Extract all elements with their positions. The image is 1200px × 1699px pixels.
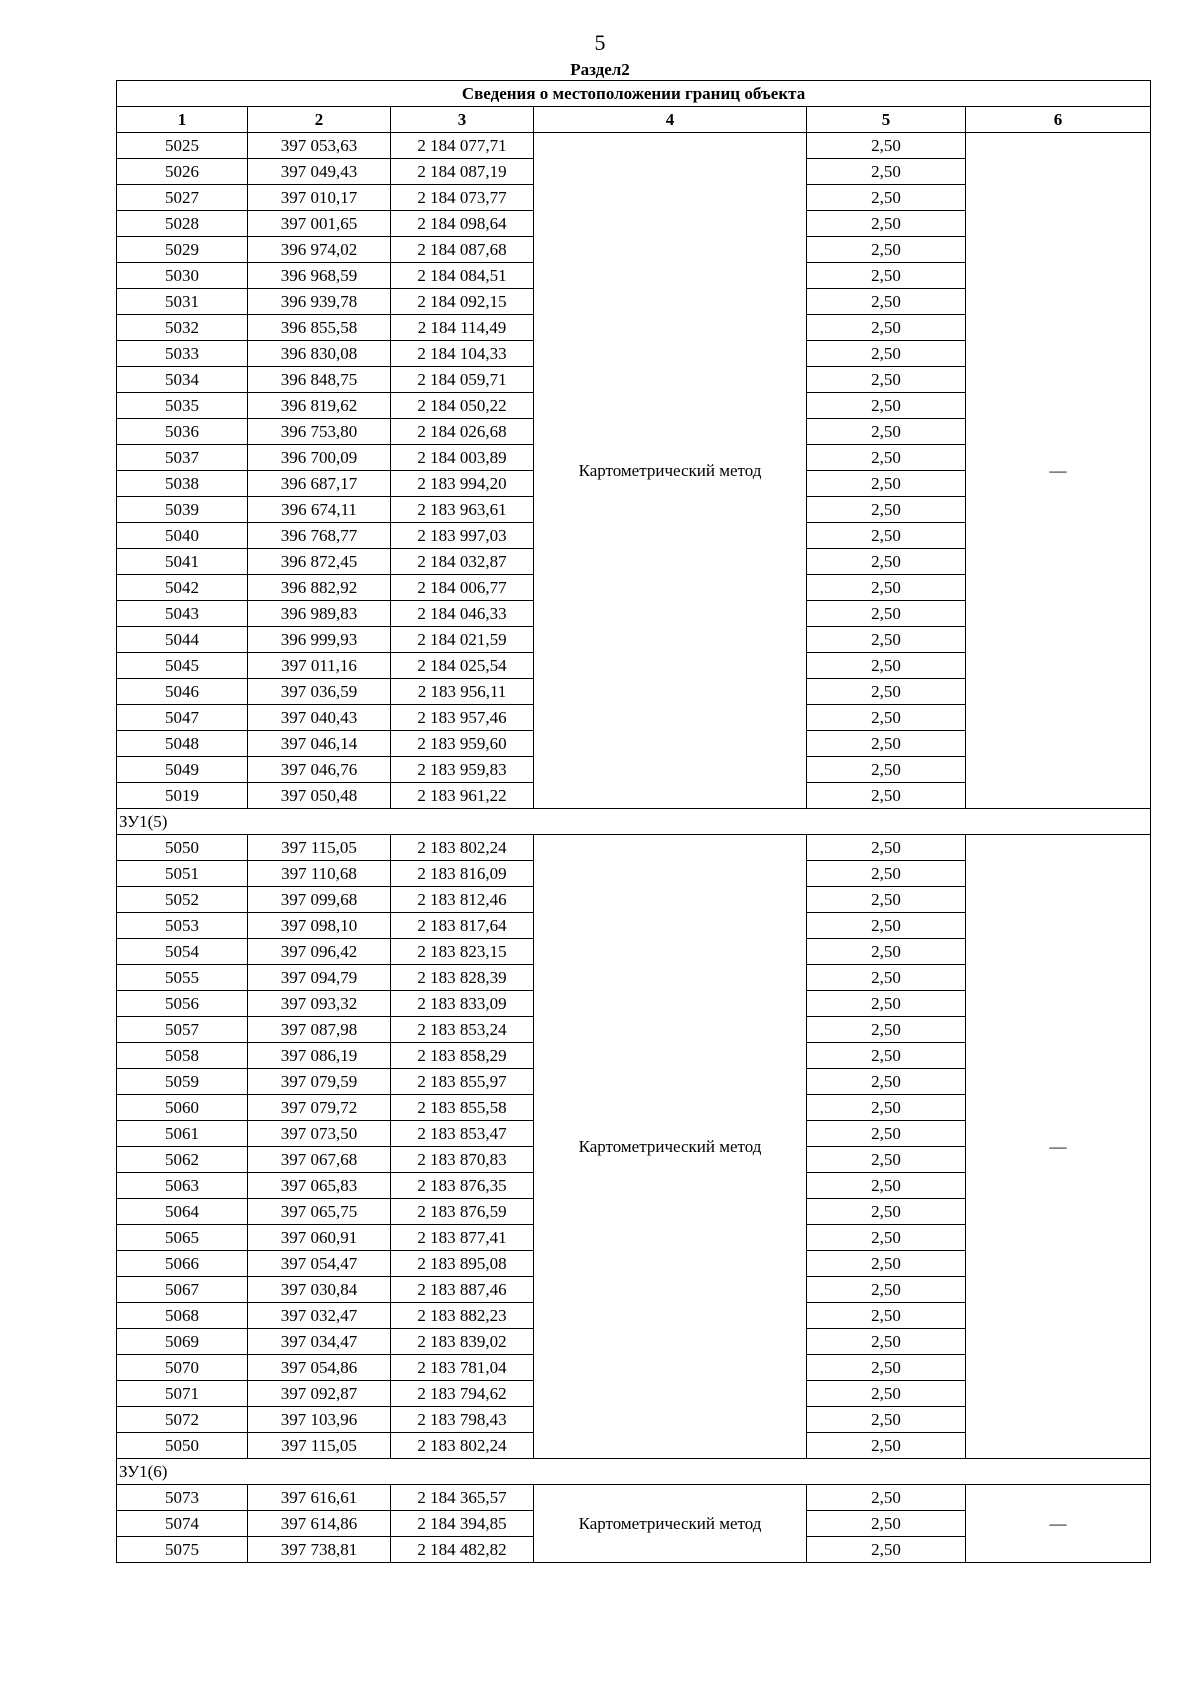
column-header-2: 2 xyxy=(248,107,391,133)
coord-y: 2 184 087,19 xyxy=(391,159,534,185)
accuracy-value: 2,50 xyxy=(807,471,966,497)
point-number: 5064 xyxy=(117,1199,248,1225)
coord-y: 2 183 994,20 xyxy=(391,471,534,497)
coord-x: 397 030,84 xyxy=(248,1277,391,1303)
accuracy-value: 2,50 xyxy=(807,419,966,445)
accuracy-value: 2,50 xyxy=(807,497,966,523)
coord-y: 2 184 084,51 xyxy=(391,263,534,289)
coord-y: 2 183 812,46 xyxy=(391,887,534,913)
coord-y: 2 184 077,71 xyxy=(391,133,534,159)
coord-y: 2 183 876,59 xyxy=(391,1199,534,1225)
coord-x: 397 086,19 xyxy=(248,1043,391,1069)
coord-x: 397 054,86 xyxy=(248,1355,391,1381)
coord-y: 2 183 823,15 xyxy=(391,939,534,965)
coord-y: 2 183 959,83 xyxy=(391,757,534,783)
coord-x: 397 067,68 xyxy=(248,1147,391,1173)
coord-y: 2 184 006,77 xyxy=(391,575,534,601)
coord-x: 397 032,47 xyxy=(248,1303,391,1329)
note-cell: — xyxy=(966,1485,1151,1563)
point-number: 5034 xyxy=(117,367,248,393)
coord-x: 397 046,14 xyxy=(248,731,391,757)
point-number: 5045 xyxy=(117,653,248,679)
coord-y: 2 183 833,09 xyxy=(391,991,534,1017)
point-number: 5040 xyxy=(117,523,248,549)
coord-y: 2 184 021,59 xyxy=(391,627,534,653)
coord-x: 396 848,75 xyxy=(248,367,391,393)
point-number: 5052 xyxy=(117,887,248,913)
point-number: 5074 xyxy=(117,1511,248,1537)
point-number: 5050 xyxy=(117,835,248,861)
table-row xyxy=(117,1485,1151,1511)
point-number: 5068 xyxy=(117,1303,248,1329)
accuracy-value: 2,50 xyxy=(807,1121,966,1147)
accuracy-value: 2,50 xyxy=(807,393,966,419)
coord-x: 396 968,59 xyxy=(248,263,391,289)
coord-y: 2 184 114,49 xyxy=(391,315,534,341)
method-cell: Картометрический метод xyxy=(534,835,807,1459)
accuracy-value: 2,50 xyxy=(807,1199,966,1225)
accuracy-value: 2,50 xyxy=(807,1381,966,1407)
coord-y: 2 183 855,58 xyxy=(391,1095,534,1121)
coord-y: 2 183 895,08 xyxy=(391,1251,534,1277)
coord-y: 2 183 802,24 xyxy=(391,835,534,861)
point-number: 5065 xyxy=(117,1225,248,1251)
accuracy-value: 2,50 xyxy=(807,653,966,679)
coord-x: 396 855,58 xyxy=(248,315,391,341)
coord-x: 397 079,72 xyxy=(248,1095,391,1121)
point-number: 5057 xyxy=(117,1017,248,1043)
accuracy-value: 2,50 xyxy=(807,367,966,393)
coord-y: 2 183 798,43 xyxy=(391,1407,534,1433)
column-header-1: 1 xyxy=(117,107,248,133)
accuracy-value: 2,50 xyxy=(807,627,966,653)
coord-x: 397 054,47 xyxy=(248,1251,391,1277)
point-number: 5048 xyxy=(117,731,248,757)
coord-y: 2 183 963,61 xyxy=(391,497,534,523)
point-number: 5073 xyxy=(117,1485,248,1511)
point-number: 5060 xyxy=(117,1095,248,1121)
point-number: 5056 xyxy=(117,991,248,1017)
coord-y: 2 184 365,57 xyxy=(391,1485,534,1511)
section-title: Раздел2 xyxy=(570,60,630,79)
accuracy-value: 2,50 xyxy=(807,211,966,237)
accuracy-value: 2,50 xyxy=(807,861,966,887)
point-number: 5046 xyxy=(117,679,248,705)
accuracy-value: 2,50 xyxy=(807,1225,966,1251)
point-number: 5054 xyxy=(117,939,248,965)
coord-y: 2 183 887,46 xyxy=(391,1277,534,1303)
point-number: 5047 xyxy=(117,705,248,731)
coord-x: 397 046,76 xyxy=(248,757,391,783)
point-number: 5030 xyxy=(117,263,248,289)
coord-x: 397 099,68 xyxy=(248,887,391,913)
column-header-5: 5 xyxy=(807,107,966,133)
coord-y: 2 183 839,02 xyxy=(391,1329,534,1355)
coord-y: 2 183 959,60 xyxy=(391,731,534,757)
coord-y: 2 183 877,41 xyxy=(391,1225,534,1251)
point-number: 5050 xyxy=(117,1433,248,1459)
coord-x: 397 087,98 xyxy=(248,1017,391,1043)
coord-x: 397 060,91 xyxy=(248,1225,391,1251)
note-cell: — xyxy=(966,133,1151,809)
coord-x: 397 065,83 xyxy=(248,1173,391,1199)
point-number: 5075 xyxy=(117,1537,248,1563)
coord-y: 2 183 961,22 xyxy=(391,783,534,809)
point-number: 5029 xyxy=(117,237,248,263)
coord-x: 397 001,65 xyxy=(248,211,391,237)
coord-x: 397 103,96 xyxy=(248,1407,391,1433)
point-number: 5055 xyxy=(117,965,248,991)
coord-y: 2 183 816,09 xyxy=(391,861,534,887)
point-number: 5025 xyxy=(117,133,248,159)
coord-x: 396 819,62 xyxy=(248,393,391,419)
coord-y: 2 183 882,23 xyxy=(391,1303,534,1329)
coord-x: 397 040,43 xyxy=(248,705,391,731)
coord-x: 397 614,86 xyxy=(248,1511,391,1537)
accuracy-value: 2,50 xyxy=(807,523,966,549)
coord-y: 2 184 482,82 xyxy=(391,1537,534,1563)
point-number: 5019 xyxy=(117,783,248,809)
point-number: 5066 xyxy=(117,1251,248,1277)
accuracy-value: 2,50 xyxy=(807,1069,966,1095)
accuracy-value: 2,50 xyxy=(807,1173,966,1199)
coord-x: 397 093,32 xyxy=(248,991,391,1017)
accuracy-value: 2,50 xyxy=(807,1433,966,1459)
coord-x: 397 096,42 xyxy=(248,939,391,965)
accuracy-value: 2,50 xyxy=(807,315,966,341)
point-number: 5072 xyxy=(117,1407,248,1433)
accuracy-value: 2,50 xyxy=(807,1277,966,1303)
point-number: 5039 xyxy=(117,497,248,523)
accuracy-value: 2,50 xyxy=(807,913,966,939)
point-number: 5044 xyxy=(117,627,248,653)
accuracy-value: 2,50 xyxy=(807,289,966,315)
accuracy-value: 2,50 xyxy=(807,1537,966,1563)
coord-x: 397 738,81 xyxy=(248,1537,391,1563)
column-header-6: 6 xyxy=(966,107,1151,133)
coord-x: 396 753,80 xyxy=(248,419,391,445)
accuracy-value: 2,50 xyxy=(807,1485,966,1511)
coord-y: 2 184 050,22 xyxy=(391,393,534,419)
coord-y: 2 183 956,11 xyxy=(391,679,534,705)
coord-x: 397 073,50 xyxy=(248,1121,391,1147)
accuracy-value: 2,50 xyxy=(807,1017,966,1043)
accuracy-value: 2,50 xyxy=(807,1043,966,1069)
coord-y: 2 183 870,83 xyxy=(391,1147,534,1173)
accuracy-value: 2,50 xyxy=(807,1329,966,1355)
coord-y: 2 184 059,71 xyxy=(391,367,534,393)
point-number: 5053 xyxy=(117,913,248,939)
coord-x: 397 034,47 xyxy=(248,1329,391,1355)
coord-y: 2 184 025,54 xyxy=(391,653,534,679)
coord-y: 2 183 817,64 xyxy=(391,913,534,939)
accuracy-value: 2,50 xyxy=(807,679,966,705)
coordinates-table xyxy=(116,80,1151,1563)
accuracy-value: 2,50 xyxy=(807,445,966,471)
column-header-4: 4 xyxy=(534,107,807,133)
column-header-3: 3 xyxy=(391,107,534,133)
point-number: 5042 xyxy=(117,575,248,601)
coord-y: 2 184 032,87 xyxy=(391,549,534,575)
accuracy-value: 2,50 xyxy=(807,601,966,627)
coord-y: 2 184 092,15 xyxy=(391,289,534,315)
coord-x: 397 011,16 xyxy=(248,653,391,679)
coord-x: 396 939,78 xyxy=(248,289,391,315)
accuracy-value: 2,50 xyxy=(807,341,966,367)
accuracy-value: 2,50 xyxy=(807,1251,966,1277)
coord-x: 397 115,05 xyxy=(248,835,391,861)
method-cell: Картометрический метод xyxy=(534,1485,807,1563)
accuracy-value: 2,50 xyxy=(807,731,966,757)
point-number: 5043 xyxy=(117,601,248,627)
point-number: 5069 xyxy=(117,1329,248,1355)
table-row xyxy=(117,835,1151,861)
coord-x: 396 882,92 xyxy=(248,575,391,601)
point-number: 5067 xyxy=(117,1277,248,1303)
point-number: 5059 xyxy=(117,1069,248,1095)
accuracy-value: 2,50 xyxy=(807,159,966,185)
point-number: 5071 xyxy=(117,1381,248,1407)
point-number: 5063 xyxy=(117,1173,248,1199)
coord-y: 2 183 802,24 xyxy=(391,1433,534,1459)
accuracy-value: 2,50 xyxy=(807,939,966,965)
accuracy-value: 2,50 xyxy=(807,1511,966,1537)
coord-y: 2 183 858,29 xyxy=(391,1043,534,1069)
coord-x: 396 687,17 xyxy=(248,471,391,497)
point-number: 5026 xyxy=(117,159,248,185)
accuracy-value: 2,50 xyxy=(807,1095,966,1121)
method-cell: Картометрический метод xyxy=(534,133,807,809)
accuracy-value: 2,50 xyxy=(807,705,966,731)
coord-y: 2 183 828,39 xyxy=(391,965,534,991)
table-row xyxy=(117,133,1151,159)
group-label: ЗУ1(6) xyxy=(117,1459,1151,1485)
point-number: 5028 xyxy=(117,211,248,237)
coord-y: 2 184 098,64 xyxy=(391,211,534,237)
accuracy-value: 2,50 xyxy=(807,549,966,575)
coord-x: 397 079,59 xyxy=(248,1069,391,1095)
coord-x: 397 115,05 xyxy=(248,1433,391,1459)
coord-x: 397 616,61 xyxy=(248,1485,391,1511)
coord-x: 396 999,93 xyxy=(248,627,391,653)
accuracy-value: 2,50 xyxy=(807,133,966,159)
accuracy-value: 2,50 xyxy=(807,185,966,211)
coord-x: 396 989,83 xyxy=(248,601,391,627)
coord-y: 2 184 073,77 xyxy=(391,185,534,211)
coord-y: 2 183 794,62 xyxy=(391,1381,534,1407)
coord-x: 396 974,02 xyxy=(248,237,391,263)
accuracy-value: 2,50 xyxy=(807,1407,966,1433)
page-number: 5 xyxy=(594,30,606,55)
coord-y: 2 184 104,33 xyxy=(391,341,534,367)
group-label-row xyxy=(117,809,1151,835)
coord-x: 397 049,43 xyxy=(248,159,391,185)
coord-x: 397 065,75 xyxy=(248,1199,391,1225)
coord-x: 397 110,68 xyxy=(248,861,391,887)
column-header-row xyxy=(117,107,1151,133)
accuracy-value: 2,50 xyxy=(807,263,966,289)
coord-y: 2 183 997,03 xyxy=(391,523,534,549)
accuracy-value: 2,50 xyxy=(807,783,966,809)
coord-x: 396 872,45 xyxy=(248,549,391,575)
coord-y: 2 183 855,97 xyxy=(391,1069,534,1095)
group-label: ЗУ1(5) xyxy=(117,809,1151,835)
accuracy-value: 2,50 xyxy=(807,835,966,861)
point-number: 5036 xyxy=(117,419,248,445)
accuracy-value: 2,50 xyxy=(807,965,966,991)
table-title: Сведения о местоположении границ объекта xyxy=(117,81,1151,107)
accuracy-value: 2,50 xyxy=(807,575,966,601)
coord-x: 397 098,10 xyxy=(248,913,391,939)
point-number: 5058 xyxy=(117,1043,248,1069)
coord-x: 397 036,59 xyxy=(248,679,391,705)
coord-y: 2 184 087,68 xyxy=(391,237,534,263)
accuracy-value: 2,50 xyxy=(807,1147,966,1173)
coord-y: 2 184 046,33 xyxy=(391,601,534,627)
coord-y: 2 184 003,89 xyxy=(391,445,534,471)
coord-x: 397 092,87 xyxy=(248,1381,391,1407)
point-number: 5032 xyxy=(117,315,248,341)
point-number: 5033 xyxy=(117,341,248,367)
point-number: 5061 xyxy=(117,1121,248,1147)
group-label-row xyxy=(117,1459,1151,1485)
coord-x: 396 674,11 xyxy=(248,497,391,523)
accuracy-value: 2,50 xyxy=(807,991,966,1017)
point-number: 5062 xyxy=(117,1147,248,1173)
coord-y: 2 183 957,46 xyxy=(391,705,534,731)
coord-y: 2 183 853,47 xyxy=(391,1121,534,1147)
accuracy-value: 2,50 xyxy=(807,237,966,263)
coord-x: 397 010,17 xyxy=(248,185,391,211)
coord-x: 396 830,08 xyxy=(248,341,391,367)
point-number: 5035 xyxy=(117,393,248,419)
coord-x: 397 050,48 xyxy=(248,783,391,809)
coord-y: 2 183 781,04 xyxy=(391,1355,534,1381)
point-number: 5037 xyxy=(117,445,248,471)
note-cell: — xyxy=(966,835,1151,1459)
coord-y: 2 184 394,85 xyxy=(391,1511,534,1537)
coord-y: 2 183 853,24 xyxy=(391,1017,534,1043)
point-number: 5027 xyxy=(117,185,248,211)
coord-y: 2 183 876,35 xyxy=(391,1173,534,1199)
coord-x: 396 768,77 xyxy=(248,523,391,549)
point-number: 5041 xyxy=(117,549,248,575)
coord-y: 2 184 026,68 xyxy=(391,419,534,445)
point-number: 5038 xyxy=(117,471,248,497)
coord-x: 397 053,63 xyxy=(248,133,391,159)
point-number: 5031 xyxy=(117,289,248,315)
coord-x: 397 094,79 xyxy=(248,965,391,991)
accuracy-value: 2,50 xyxy=(807,757,966,783)
point-number: 5049 xyxy=(117,757,248,783)
point-number: 5051 xyxy=(117,861,248,887)
table-title-row xyxy=(117,81,1151,107)
accuracy-value: 2,50 xyxy=(807,1303,966,1329)
accuracy-value: 2,50 xyxy=(807,887,966,913)
accuracy-value: 2,50 xyxy=(807,1355,966,1381)
coord-x: 396 700,09 xyxy=(248,445,391,471)
point-number: 5070 xyxy=(117,1355,248,1381)
